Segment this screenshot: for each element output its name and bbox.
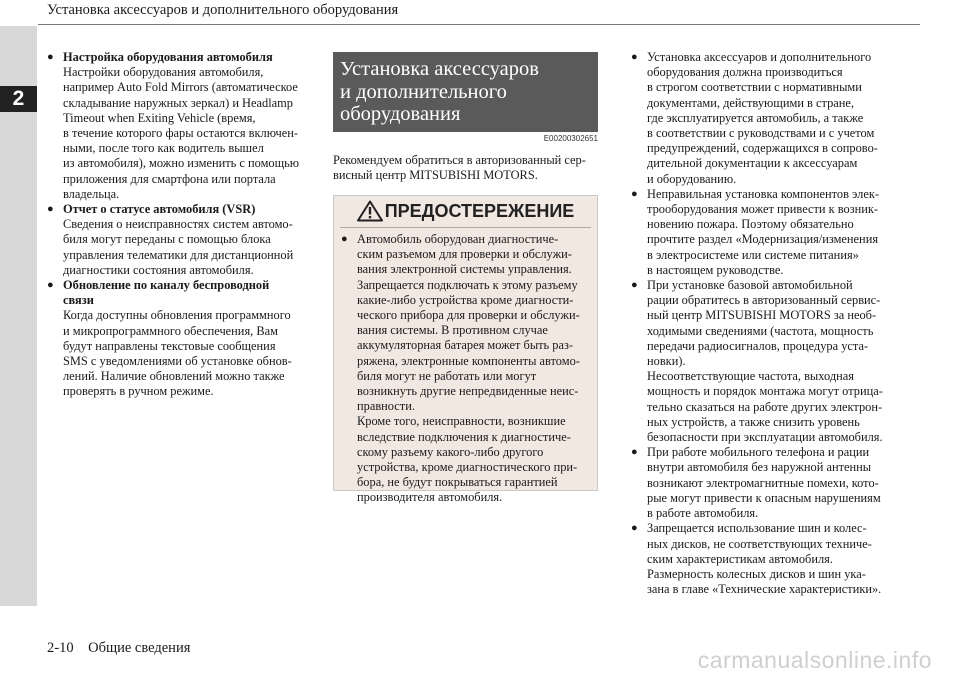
bullet-icon: ● [47,279,54,292]
bullet-icon: ● [341,233,348,245]
footer-section-name: Общие сведения [88,640,191,656]
header-divider [38,24,920,25]
bullet-icon: ● [631,279,638,292]
bullet-icon: ● [631,522,638,535]
feature-item-vsr [47,202,313,278]
chapter-side-tab [0,26,37,606]
watermark: carmanualsonline.info [697,647,932,673]
page-footer [47,640,190,657]
warning-title: ПРЕДОСТЕРЕЖЕНИЕ [384,200,575,221]
list-item [631,521,903,597]
bullet-icon: ● [631,187,638,200]
list-item-text: Установка аксессуаров и дополнительного оборудования должна производиться в строгом соответствии с нормативными документами, действующими в стране, где эксплуатируется автомобиль, а также в соответствии с руководствами и с учетом предупреждений, содержащихся в сопрово- дительной документации к аксессуарам и оборудованию. [647,50,878,186]
section-title: Установка аксессуаров и дополнительного оборудования [340,58,539,125]
chapter-number: 2 [0,86,37,112]
warning-triangle-icon [357,200,383,222]
list-item [631,278,903,445]
list-item-text: Запрещается использование шин и колес- ных дисков, не соответствующих техниче- ским характеристикам автомобиля. Размерность колесных дисков и шин ука- зана в главе «Технические характеристики». [647,521,882,597]
feature-item-vehicle-settings [47,50,313,202]
page-header-title: Установка аксессуаров и дополнительного оборудования [47,2,399,18]
feature-title: Настройка оборудования автомобиля [63,50,273,64]
list-item [631,445,903,521]
list-item [631,50,903,187]
feature-title: Обновление по каналу беспроводной связи [63,278,270,308]
feature-title: Отчет о статусе автомобиля (VSR) [63,202,256,217]
list-item-text: Неправильная установка компонентов элек- трооборудования может привести к возник- новению пожара. Поэтому обязательно прочтите раздел «Модернизация/изменения в электросистеме или системе питания» в настоящем руководстве. [647,186,879,277]
page-number: 2-10 [47,640,74,656]
feature-text: Сведения о неисправностях систем автомо- биля могут переданы с помощью блока управления телематики для дистанционной диагностики состояния автомобиля. [63,217,294,277]
feature-text: Настройки оборудования автомобиля, например Auto Fold Mirrors (автоматическое складывание наружных зеркал) и Headlamp Timeout when Exiting Vehicle (время, в течение которого фары остаются включен- ными, после того как водитель вышел из автомобиля), можно изменить с помощью приложения для смартфона или портала владельца. [63,65,300,201]
list-item-text: При установке базовой автомобильной рации обратитесь в авторизованный сервис- ный центр MITSUBISHI MOTORS за необ- ходимыми сведениями (частота, мощность передачи радиосигналов, процедура уста- новки). Несоответствующие частота, выходная мощность и порядок монтажа могут отрица- тельно сказаться на работе других электрон- ных устройств, а также снизить уровень безопасности при эксплуатации автомобиля. [647,278,883,445]
bullet-icon: ● [631,446,638,459]
feature-text: Когда доступны обновления программного и микропрограммного обеспечения, Вам будут направлены текстовые сообщения SMS с уведомлениями об установке обнов- лений. Наличие обновлений можно также проверять в ручном режиме. [63,308,292,399]
warning-divider [340,227,591,228]
feature-item-ota [47,278,313,400]
warning-box [333,195,598,505]
bullet-icon: ● [47,51,54,63]
warning-text: Автомобиль оборудован диагностиче- ским разъемом для проверки и обслужи- вания электронной системы управления. Запрещается подключать к этому разъему какие-либо устройства кроме диагности- ческого прибора для проверки и обслужи- вания системы. В противном случае аккумуляторная батарея может быть раз- ряжена, электронные компоненты автомо- биля могут не работать или могут возникнуть другие непредвиденные неис- правности. Кроме того, неисправности, возникшие вследствие подключения к диагностиче- скому разъему какого-либо другого устройства, кроме диагностического при- бора, не будут покрываться гарантией производителя автомобиля. [357,232,580,505]
list-item-text: При работе мобильного телефона и рации внутри автомобиля без наружной антенны возникают электромагнитные помехи, кото- рые могут привести к опасным нарушениям в работе автомобиля. [647,445,881,521]
section-recommendation: Рекомендуем обратиться в авторизованный сер- висный центр MITSUBISHI MOTORS. [333,153,586,183]
bullet-icon: ● [631,51,638,63]
section-reference-code: E00200302651 [543,134,598,143]
left-column [47,50,313,400]
list-item [631,187,903,278]
right-column [631,50,903,597]
bullet-icon: ● [47,203,54,216]
